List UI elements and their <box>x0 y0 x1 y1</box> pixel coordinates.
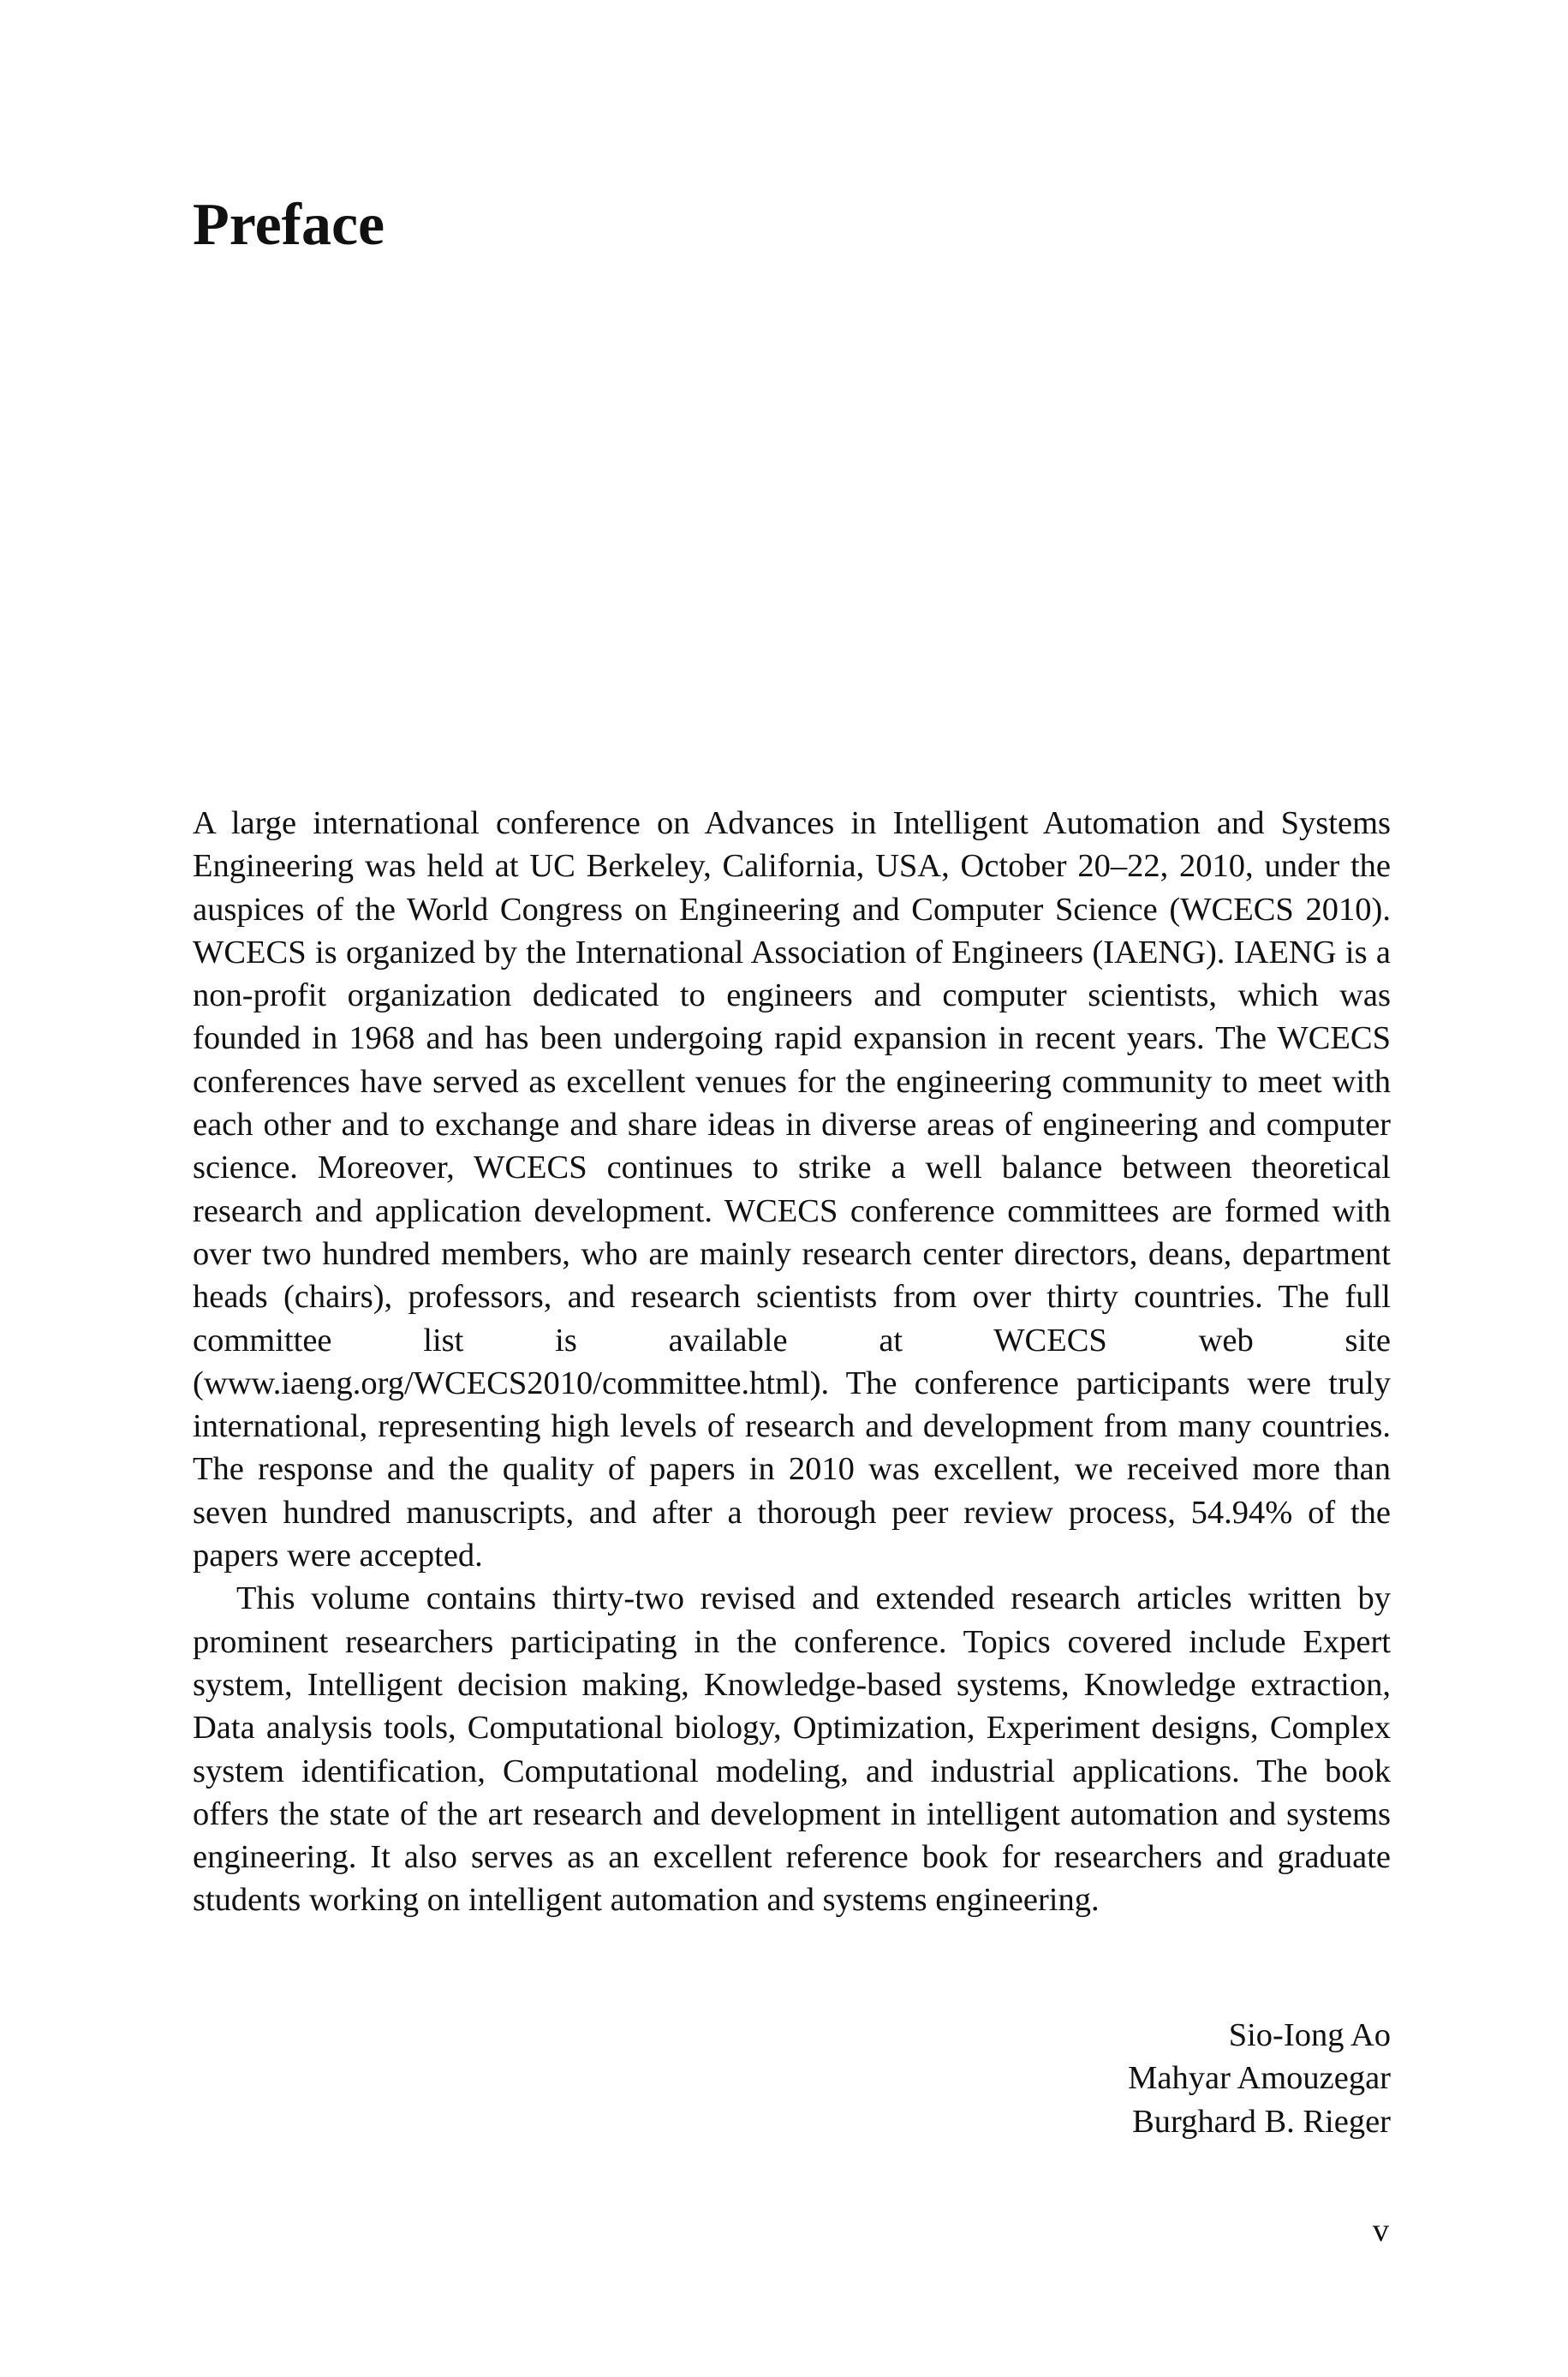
author-name-1: Sio-Iong Ao <box>1228 2017 1391 2053</box>
preface-body <box>193 802 1391 1922</box>
author-name-3: Burghard B. Rieger <box>1132 2103 1391 2140</box>
page-number: v <box>1372 2213 1389 2249</box>
paragraph-2: This volume contains thirty-two revised and extended research articles written by prominent researchers participating in the conference. Topics covered include Expert system, Intelligent decision making, Knowledge-based systems, Knowledge extraction, Data analysis tools, Computational biology, Optimization, Experiment designs, Complex system identification, Computational modeling, and industrial applications. The book offers the state of the art research and development in intelligent automation and systems engineering. It also serves as an excellent reference book for researchers and graduate students working on intelligent automation and systems engineering. <box>193 1580 1391 1919</box>
paragraph-1: A large international conference on Advances in Intelligent Automation and Systems Engineering was held at UC Berkeley, California, USA, October 20–22, 2010, under the auspices of the World Congress on Engineering and Computer Science (WCECS 2010). WCECS is organized by the International Association of Engineers (IAENG). IAENG is a non-profit organization dedicated to engineers and computer scientists, which was founded in 1968 and has been undergoing rapid expansion in recent years. The WCECS conferences have served as excellent venues for the engineering community to meet with each other and to exchange and share ideas in diverse areas of engineering and computer science. Moreover, WCECS continues to strike a well balance between theoretical research and application development. WCECS conference committees are formed with over two hundred members, who are mainly research center directors, deans, department heads (chairs), professors, and research scientists from over thirty countries. The full committee list is available at WCECS web site (www.iaeng.org/WCECS2010/committee.html). The conference participants were truly international, representing high levels of research and development from many countries. The response and the quality of papers in 2010 was excellent, we received more than seven hundred manuscripts, and after a thorough peer review process, 54.94% of the papers were accepted. <box>193 805 1391 1574</box>
author-name-2: Mahyar Amouzegar <box>1128 2060 1391 2097</box>
author-signatures <box>1128 2014 1391 2143</box>
page-title: Preface <box>193 192 385 258</box>
